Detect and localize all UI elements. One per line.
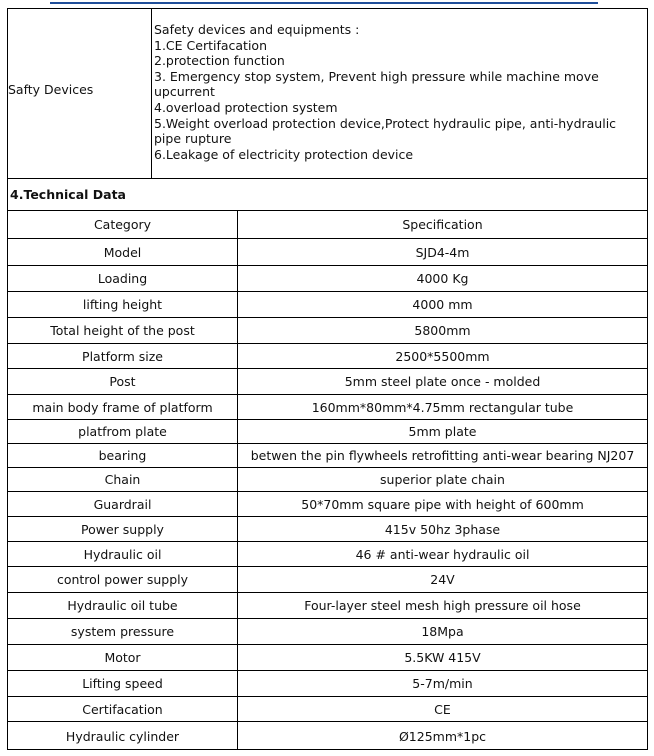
row-specification: SJD4-4m <box>415 244 470 260</box>
row-divider <box>7 670 648 671</box>
row-divider <box>7 291 648 292</box>
row-specification: 5.5KW 415V <box>404 650 481 665</box>
row-specification: 2500*5500mm <box>395 348 490 364</box>
row-category: Total height of the post <box>50 323 195 338</box>
row-specification: superior plate chain <box>380 472 505 487</box>
row-divider <box>7 516 648 517</box>
row-category: Guardrail <box>93 496 152 512</box>
row-specification: CE <box>434 701 451 717</box>
row-category: main body frame of platform <box>32 399 213 415</box>
row-specification: 4000 Kg <box>416 271 469 286</box>
row-category: lifting height <box>82 297 163 312</box>
row-divider <box>7 618 648 619</box>
row-divider <box>7 696 648 697</box>
row-divider <box>7 491 648 492</box>
top-border-line <box>50 2 598 4</box>
technical-data-title: 4.Technical Data <box>10 187 126 202</box>
column-divider <box>237 210 238 750</box>
header-category: Category <box>93 217 152 232</box>
row-specification: Four-layer steel mesh high pressure oil hose <box>304 598 581 613</box>
row-specification: 24V <box>430 572 455 587</box>
row-specification: 5mm steel plate once - molded <box>344 374 541 389</box>
row-specification: 4000 mm <box>412 297 473 312</box>
row-divider <box>7 443 648 444</box>
row-divider <box>7 419 648 420</box>
row-divider <box>7 566 648 567</box>
row-category: Hydraulic oil <box>83 546 162 562</box>
row-category: platfrom plate <box>78 424 167 439</box>
row-category: control power supply <box>56 572 189 587</box>
row-category: Platform size <box>82 348 163 364</box>
row-divider <box>7 467 648 468</box>
row-specification: 50*70mm square pipe with height of 600mm <box>301 496 584 512</box>
row-specification: Ø125mm*1pc <box>398 728 487 744</box>
safety-devices-label: Safty Devices <box>8 82 94 97</box>
safety-line: Safety devices and equipments : <box>154 22 360 37</box>
safety-line: 1.CE Certifacation <box>154 37 267 53</box>
row-category: Motor <box>104 650 141 665</box>
row-category: Certifacation <box>82 701 163 717</box>
row-category: system pressure <box>70 624 175 639</box>
row-category: Lifting speed <box>82 676 163 691</box>
row-specification: 160mm*80mm*4.75mm rectangular tube <box>311 399 574 415</box>
safety-line: 2.protection function <box>154 53 285 69</box>
row-category: Hydraulic cylinder <box>65 728 180 744</box>
header-specification: Specification <box>402 217 483 232</box>
row-divider <box>7 368 648 369</box>
row-divider <box>7 721 648 722</box>
row-specification: 46 # anti-wear hydraulic oil <box>355 546 530 562</box>
row-divider <box>7 394 648 395</box>
row-specification: 5800mm <box>414 323 471 338</box>
row-specification: 18Mpa <box>421 624 464 639</box>
title-bottom-line <box>7 210 648 211</box>
row-category: Power supply <box>81 521 164 537</box>
safety-line: 4.overload protection system <box>154 99 338 115</box>
safety-devices-list <box>154 22 644 162</box>
row-divider <box>7 541 648 542</box>
safety-bottom-line <box>7 178 648 179</box>
row-divider <box>7 592 648 593</box>
safety-line: 6.Leakage of electricity protection device <box>154 146 414 162</box>
row-divider <box>7 644 648 645</box>
row-divider <box>7 317 648 318</box>
safety-divider <box>151 8 152 178</box>
safety-line: 5.Weight overload protection device,Protect hydraulic pipe, anti-hydraulic pipe rupture <box>154 115 617 147</box>
row-category: Post <box>109 374 136 389</box>
row-category: Model <box>103 244 142 260</box>
row-category: Loading <box>97 271 148 286</box>
row-specification: 415v 50hz 3phase <box>384 521 501 537</box>
safety-line: 3. Emergency stop system, Prevent high pressure while machine move upcurrent <box>154 68 599 100</box>
row-category: Chain <box>104 472 141 487</box>
row-category: bearing <box>98 448 147 463</box>
row-divider <box>7 265 648 266</box>
row-specification: 5-7m/min <box>412 676 473 691</box>
row-category: Hydraulic oil tube <box>67 598 178 613</box>
row-divider <box>7 343 648 344</box>
row-specification: 5mm plate <box>408 424 477 439</box>
row-divider <box>7 238 648 239</box>
row-specification: betwen the pin flywheels retrofitting anti-wear bearing NJ207 <box>250 448 635 463</box>
